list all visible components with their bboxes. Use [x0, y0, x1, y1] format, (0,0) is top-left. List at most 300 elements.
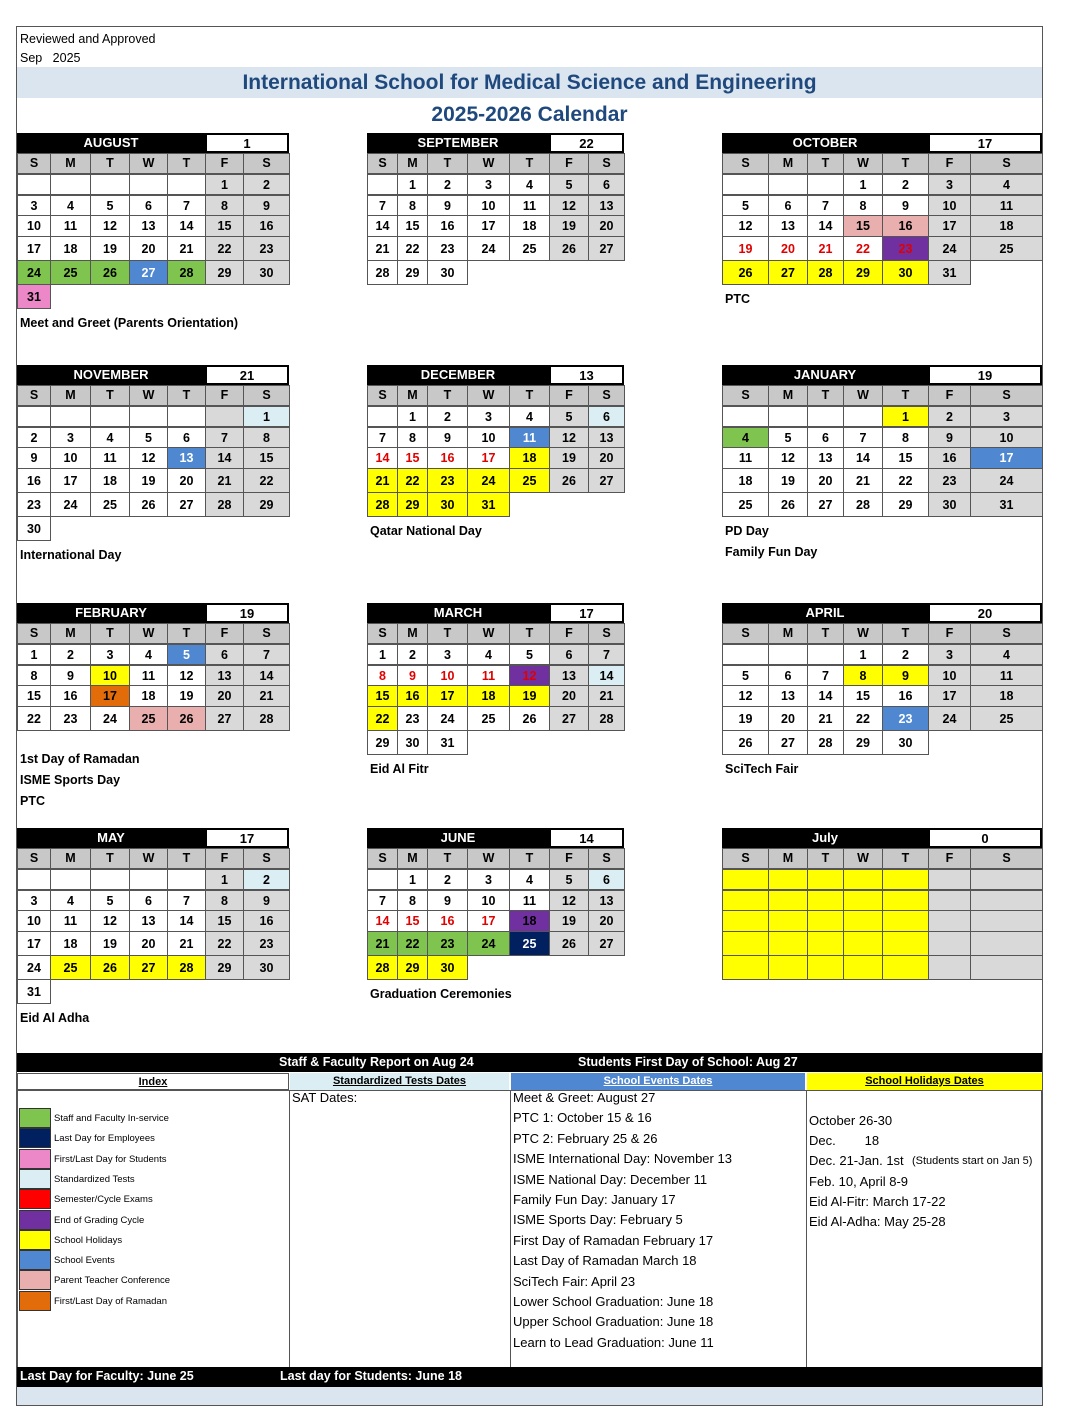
day-cell: 1	[843, 644, 883, 665]
legend-label: Standardized Tests	[54, 1173, 135, 1185]
weekday-label: S	[243, 848, 290, 869]
day-cell: 13	[588, 195, 625, 216]
day-cell: 15	[243, 447, 290, 469]
empty-cell	[970, 931, 1043, 956]
empty-cell	[970, 955, 1043, 980]
day-cell: 15	[17, 685, 51, 707]
day-cell: 18	[509, 447, 550, 469]
day-cell: 6	[167, 427, 206, 448]
day-cell: 28	[205, 492, 244, 517]
empty-cell	[205, 406, 244, 427]
day-cell: 8	[843, 665, 883, 686]
day-cell: 16	[427, 215, 468, 237]
day-cell: 21	[167, 236, 206, 261]
weekday-label: S	[722, 848, 769, 869]
day-cell: 10	[467, 195, 510, 216]
legend-label: First/Last Day for Students	[54, 1153, 167, 1165]
month-note: Eid Al Fitr	[370, 762, 429, 776]
day-cell: 18	[50, 931, 91, 956]
month-note: Eid Al Adha	[20, 1011, 90, 1025]
empty-cell	[367, 869, 398, 890]
empty-cell	[768, 931, 808, 956]
empty-cell	[807, 955, 844, 980]
empty-cell	[882, 890, 929, 911]
empty-cell	[129, 869, 168, 890]
day-cell: 16	[427, 447, 468, 469]
day-cell: 14	[205, 447, 244, 469]
day-cell: 30	[427, 260, 468, 285]
day-cell: 19	[90, 931, 130, 956]
day-cell: 2	[397, 644, 428, 665]
day-cell: 23	[427, 931, 468, 956]
month-name: FEBRUARY	[17, 603, 205, 623]
events-item: Lower School Graduation: June 18	[513, 1294, 714, 1309]
day-cell: 20	[588, 447, 625, 469]
day-cell: 15	[205, 215, 244, 237]
empty-cell	[768, 910, 808, 932]
day-cell: 22	[843, 236, 883, 261]
weekday-label: T	[882, 623, 929, 644]
day-cell: 31	[17, 979, 51, 1004]
day-cell: 21	[367, 468, 398, 493]
weekday-label: T	[427, 153, 468, 174]
day-cell: 9	[928, 427, 971, 448]
day-cell: 1	[205, 869, 244, 890]
month-note: PTC	[725, 292, 750, 306]
weekday-label: T	[807, 153, 844, 174]
weekday-label: W	[843, 385, 883, 406]
day-cell: 26	[722, 260, 769, 285]
empty-cell	[50, 174, 91, 195]
empty-cell	[167, 174, 206, 195]
events-item: SciTech Fair: April 23	[513, 1273, 636, 1289]
day-cell: 27	[807, 492, 844, 517]
day-cell: 29	[843, 730, 883, 755]
weekday-label: M	[397, 153, 428, 174]
weekday-label: S	[722, 385, 769, 406]
weekday-label: S	[17, 153, 51, 174]
day-cell: 3	[50, 427, 91, 448]
empty-cell	[722, 910, 769, 932]
day-cell: 26	[549, 468, 589, 493]
day-cell: 22	[882, 468, 929, 493]
day-cell: 25	[970, 706, 1043, 731]
empty-cell	[807, 174, 844, 195]
day-cell: 5	[167, 644, 206, 665]
day-cell: 3	[467, 174, 510, 195]
day-cell: 2	[427, 869, 468, 890]
purple-swatch	[19, 1210, 51, 1230]
day-cell: 18	[970, 215, 1043, 237]
weekday-label: W	[129, 848, 168, 869]
calendar-page	[16, 26, 1043, 1406]
day-cell: 15	[367, 685, 398, 707]
day-cell: 31	[17, 284, 51, 309]
day-cell: 1	[397, 406, 428, 427]
day-cell: 22	[243, 468, 290, 493]
day-cell: 20	[588, 910, 625, 932]
day-cell: 24	[928, 236, 971, 261]
day-cell: 30	[882, 260, 929, 285]
day-cell: 23	[17, 492, 51, 517]
school-days-count: 1	[205, 133, 289, 153]
weekday-label: F	[928, 623, 971, 644]
day-cell: 14	[588, 665, 625, 686]
weekday-label: W	[843, 153, 883, 174]
day-cell: 6	[205, 644, 244, 665]
events-item: Last Day of Ramadan March 18	[513, 1253, 697, 1269]
day-cell: 20	[768, 236, 808, 261]
day-cell: 10	[928, 665, 971, 686]
day-cell: 13	[588, 427, 625, 448]
day-cell: 25	[509, 931, 550, 956]
day-cell: 26	[722, 730, 769, 755]
day-cell: 19	[549, 215, 589, 237]
empty-cell	[843, 406, 883, 427]
weekday-label: S	[367, 385, 398, 406]
weekday-label: W	[467, 623, 510, 644]
day-cell: 17	[17, 236, 51, 261]
day-cell: 5	[509, 644, 550, 665]
legend-label: Staff and Faculty In-service	[54, 1113, 169, 1124]
day-cell: 3	[928, 644, 971, 665]
day-cell: 12	[549, 890, 589, 911]
empty-cell	[807, 910, 844, 932]
weekday-label: S	[17, 385, 51, 406]
day-cell: 13	[588, 890, 625, 911]
day-cell: 27	[768, 260, 808, 285]
day-cell: 7	[843, 427, 883, 448]
empty-cell	[807, 406, 844, 427]
day-cell: 17	[928, 685, 971, 707]
day-cell: 7	[243, 644, 290, 665]
empty-cell	[928, 869, 971, 890]
day-cell: 27	[588, 931, 625, 956]
day-cell: 1	[397, 869, 428, 890]
day-cell: 16	[243, 215, 290, 237]
weekday-label: S	[588, 848, 625, 869]
day-cell: 18	[722, 468, 769, 493]
day-cell: 23	[397, 706, 428, 731]
day-cell: 12	[167, 665, 206, 686]
month-note: 1st Day of Ramadan	[20, 752, 140, 766]
weekday-label: M	[50, 623, 91, 644]
empty-cell	[768, 174, 808, 195]
events-item: PTC 2: February 25 & 26	[513, 1130, 658, 1146]
day-cell: 27	[768, 730, 808, 755]
day-cell: 20	[129, 931, 168, 956]
holidays-item: Dec. 21-Jan. 1st	[809, 1153, 904, 1169]
weekday-label: M	[50, 385, 91, 406]
school-days-count: 21	[205, 365, 289, 385]
empty-cell	[843, 931, 883, 956]
weekday-label: S	[970, 848, 1043, 869]
day-cell: 12	[549, 427, 589, 448]
day-cell: 27	[588, 236, 625, 261]
day-cell: 5	[549, 869, 589, 890]
empty-cell	[843, 869, 883, 890]
weekday-label: T	[807, 848, 844, 869]
footer-strip	[17, 1387, 1042, 1405]
day-cell: 13	[167, 447, 206, 469]
day-cell: 21	[205, 468, 244, 493]
day-cell: 28	[367, 955, 398, 980]
day-cell: 10	[17, 215, 51, 237]
day-cell: 17	[467, 910, 510, 932]
weekday-label: S	[588, 385, 625, 406]
day-cell: 1	[367, 644, 398, 665]
empty-cell	[768, 406, 808, 427]
holidays-item: Eid Al-Adha: May 25-28	[809, 1214, 946, 1229]
day-cell: 17	[467, 447, 510, 469]
day-cell: 7	[367, 427, 398, 448]
day-cell: 11	[90, 447, 130, 469]
weekday-label: S	[588, 153, 625, 174]
empty-cell	[17, 174, 51, 195]
day-cell: 11	[50, 215, 91, 237]
day-cell: 3	[427, 644, 468, 665]
approval-note	[20, 30, 156, 68]
empty-cell	[843, 955, 883, 980]
day-cell: 2	[882, 174, 929, 195]
day-cell: 26	[129, 492, 168, 517]
empty-cell	[367, 406, 398, 427]
day-cell: 13	[807, 447, 844, 469]
day-cell: 9	[427, 427, 468, 448]
day-cell: 1	[205, 174, 244, 195]
weekday-label: W	[843, 848, 883, 869]
day-cell: 4	[970, 644, 1043, 665]
weekday-label: T	[509, 623, 550, 644]
empty-cell	[90, 869, 130, 890]
school-days-count: 22	[549, 133, 624, 153]
day-cell: 20	[807, 468, 844, 493]
day-cell: 14	[167, 910, 206, 932]
day-cell: 23	[243, 236, 290, 261]
day-cell: 25	[129, 706, 168, 731]
day-cell: 29	[397, 955, 428, 980]
day-cell: 11	[129, 665, 168, 686]
month-note: Family Fun Day	[725, 545, 818, 559]
empty-cell	[928, 890, 971, 911]
day-cell: 28	[807, 730, 844, 755]
day-cell: 2	[928, 406, 971, 427]
month-note: PTC	[20, 794, 45, 808]
month-note: Qatar National Day	[370, 524, 482, 538]
weekday-label: S	[722, 153, 769, 174]
day-cell: 2	[243, 174, 290, 195]
day-cell: 29	[367, 730, 398, 755]
day-cell: 13	[129, 910, 168, 932]
empty-cell	[928, 931, 971, 956]
day-cell: 17	[90, 685, 130, 707]
day-cell: 22	[397, 236, 428, 261]
legend-label: First/Last Day of Ramadan	[54, 1295, 167, 1307]
events-item: Family Fun Day: January 17	[513, 1192, 676, 1207]
day-cell: 10	[467, 890, 510, 911]
day-cell: 4	[129, 644, 168, 665]
holidays-header: School Holidays Dates	[807, 1073, 1042, 1090]
weekday-label: T	[509, 848, 550, 869]
day-cell: 14	[167, 215, 206, 237]
weekday-label: M	[50, 848, 91, 869]
school-days-count: 13	[549, 365, 624, 385]
day-cell: 23	[243, 931, 290, 956]
day-cell: 10	[427, 665, 468, 686]
index-header: Index	[17, 1073, 289, 1090]
day-cell: 15	[843, 215, 883, 237]
day-cell: 21	[807, 706, 844, 731]
day-cell: 27	[129, 955, 168, 980]
day-cell: 24	[467, 468, 510, 493]
day-cell: 19	[167, 685, 206, 707]
empty-cell	[50, 406, 91, 427]
day-cell: 25	[509, 236, 550, 261]
day-cell: 17	[970, 447, 1043, 469]
day-cell: 12	[768, 447, 808, 469]
day-cell: 19	[549, 910, 589, 932]
empty-cell	[768, 869, 808, 890]
empty-cell	[367, 174, 398, 195]
school-title: International School for Medical Science and Engineering	[17, 67, 1042, 98]
red-swatch	[19, 1189, 51, 1209]
day-cell: 14	[367, 910, 398, 932]
day-cell: 22	[17, 706, 51, 731]
events-item: Meet & Greet: August 27	[513, 1090, 656, 1105]
school-days-count: 14	[549, 828, 624, 848]
weekday-label: M	[397, 848, 428, 869]
school-days-count: 19	[205, 603, 289, 623]
weekday-label: T	[509, 153, 550, 174]
day-cell: 16	[882, 685, 929, 707]
day-cell: 22	[843, 706, 883, 731]
day-cell: 7	[167, 890, 206, 911]
day-cell: 9	[50, 665, 91, 686]
weekday-label: T	[90, 385, 130, 406]
day-cell: 5	[549, 174, 589, 195]
weekday-label: T	[427, 848, 468, 869]
events-item: ISME National Day: December 11	[513, 1171, 708, 1187]
empty-cell	[928, 955, 971, 980]
day-cell: 11	[509, 890, 550, 911]
day-cell: 17	[17, 931, 51, 956]
weekday-label: T	[882, 848, 929, 869]
weekday-label: T	[427, 623, 468, 644]
day-cell: 28	[588, 706, 625, 731]
day-cell: 24	[50, 492, 91, 517]
weekday-label: F	[205, 623, 244, 644]
day-cell: 2	[882, 644, 929, 665]
month-name: AUGUST	[17, 133, 205, 153]
weekday-label: S	[722, 623, 769, 644]
empty-cell	[807, 890, 844, 911]
green-swatch	[19, 1108, 51, 1128]
day-cell: 9	[243, 890, 290, 911]
day-cell: 3	[970, 406, 1043, 427]
day-cell: 14	[367, 215, 398, 237]
school-days-count: 17	[205, 828, 289, 848]
weekday-label: W	[467, 848, 510, 869]
empty-cell	[722, 644, 769, 665]
day-cell: 27	[167, 492, 206, 517]
day-cell: 6	[768, 665, 808, 686]
weekday-label: T	[90, 623, 130, 644]
month-name: MAY	[17, 828, 205, 848]
first-day: Students First Day of School: Aug 27	[578, 1055, 798, 1069]
weekday-label: F	[549, 153, 589, 174]
school-days-count: 17	[928, 133, 1042, 153]
day-cell: 11	[509, 427, 550, 448]
day-cell: 4	[970, 174, 1043, 195]
empty-cell	[50, 869, 91, 890]
day-cell: 5	[129, 427, 168, 448]
day-cell: 4	[50, 195, 91, 216]
day-cell: 4	[50, 890, 91, 911]
day-cell: 3	[928, 174, 971, 195]
day-cell: 5	[722, 665, 769, 686]
day-cell: 23	[882, 236, 929, 261]
empty-cell	[129, 406, 168, 427]
day-cell: 27	[549, 706, 589, 731]
day-cell: 13	[549, 665, 589, 686]
weekday-label: S	[17, 848, 51, 869]
weekday-label: T	[90, 153, 130, 174]
day-cell: 5	[90, 890, 130, 911]
weekday-label: M	[50, 153, 91, 174]
day-cell: 14	[807, 215, 844, 237]
day-cell: 27	[588, 468, 625, 493]
day-cell: 28	[367, 492, 398, 517]
day-cell: 30	[243, 955, 290, 980]
day-cell: 21	[807, 236, 844, 261]
day-cell: 24	[427, 706, 468, 731]
day-cell: 25	[467, 706, 510, 731]
weekday-label: F	[205, 153, 244, 174]
day-cell: 26	[90, 955, 130, 980]
month-note: ISME Sports Day	[20, 773, 121, 787]
legend-label: School Events	[54, 1255, 115, 1267]
day-cell: 20	[549, 685, 589, 707]
weekday-label: S	[17, 623, 51, 644]
events-list	[510, 1090, 807, 1368]
weekday-label: S	[367, 623, 398, 644]
index-legend	[17, 1090, 290, 1368]
day-cell: 15	[882, 447, 929, 469]
day-cell: 19	[722, 236, 769, 261]
day-cell: 9	[17, 447, 51, 469]
day-cell: 7	[367, 195, 398, 216]
navy-swatch	[19, 1128, 51, 1148]
weekday-label: T	[882, 385, 929, 406]
month-name: JANUARY	[722, 365, 928, 385]
day-cell: 4	[509, 174, 550, 195]
day-cell: 5	[722, 195, 769, 216]
day-cell: 10	[50, 447, 91, 469]
day-cell: 6	[129, 890, 168, 911]
day-cell: 28	[167, 260, 206, 285]
day-cell: 19	[90, 236, 130, 261]
footer-bar	[17, 1367, 1042, 1387]
day-cell: 18	[509, 215, 550, 237]
day-cell: 15	[397, 215, 428, 237]
legend-label: Parent Teacher Conference	[54, 1275, 171, 1287]
day-cell: 8	[843, 195, 883, 216]
weekday-label: T	[167, 848, 206, 869]
day-cell: 23	[427, 468, 468, 493]
weekday-label: M	[397, 623, 428, 644]
day-cell: 12	[90, 910, 130, 932]
month-name: July	[722, 828, 928, 848]
